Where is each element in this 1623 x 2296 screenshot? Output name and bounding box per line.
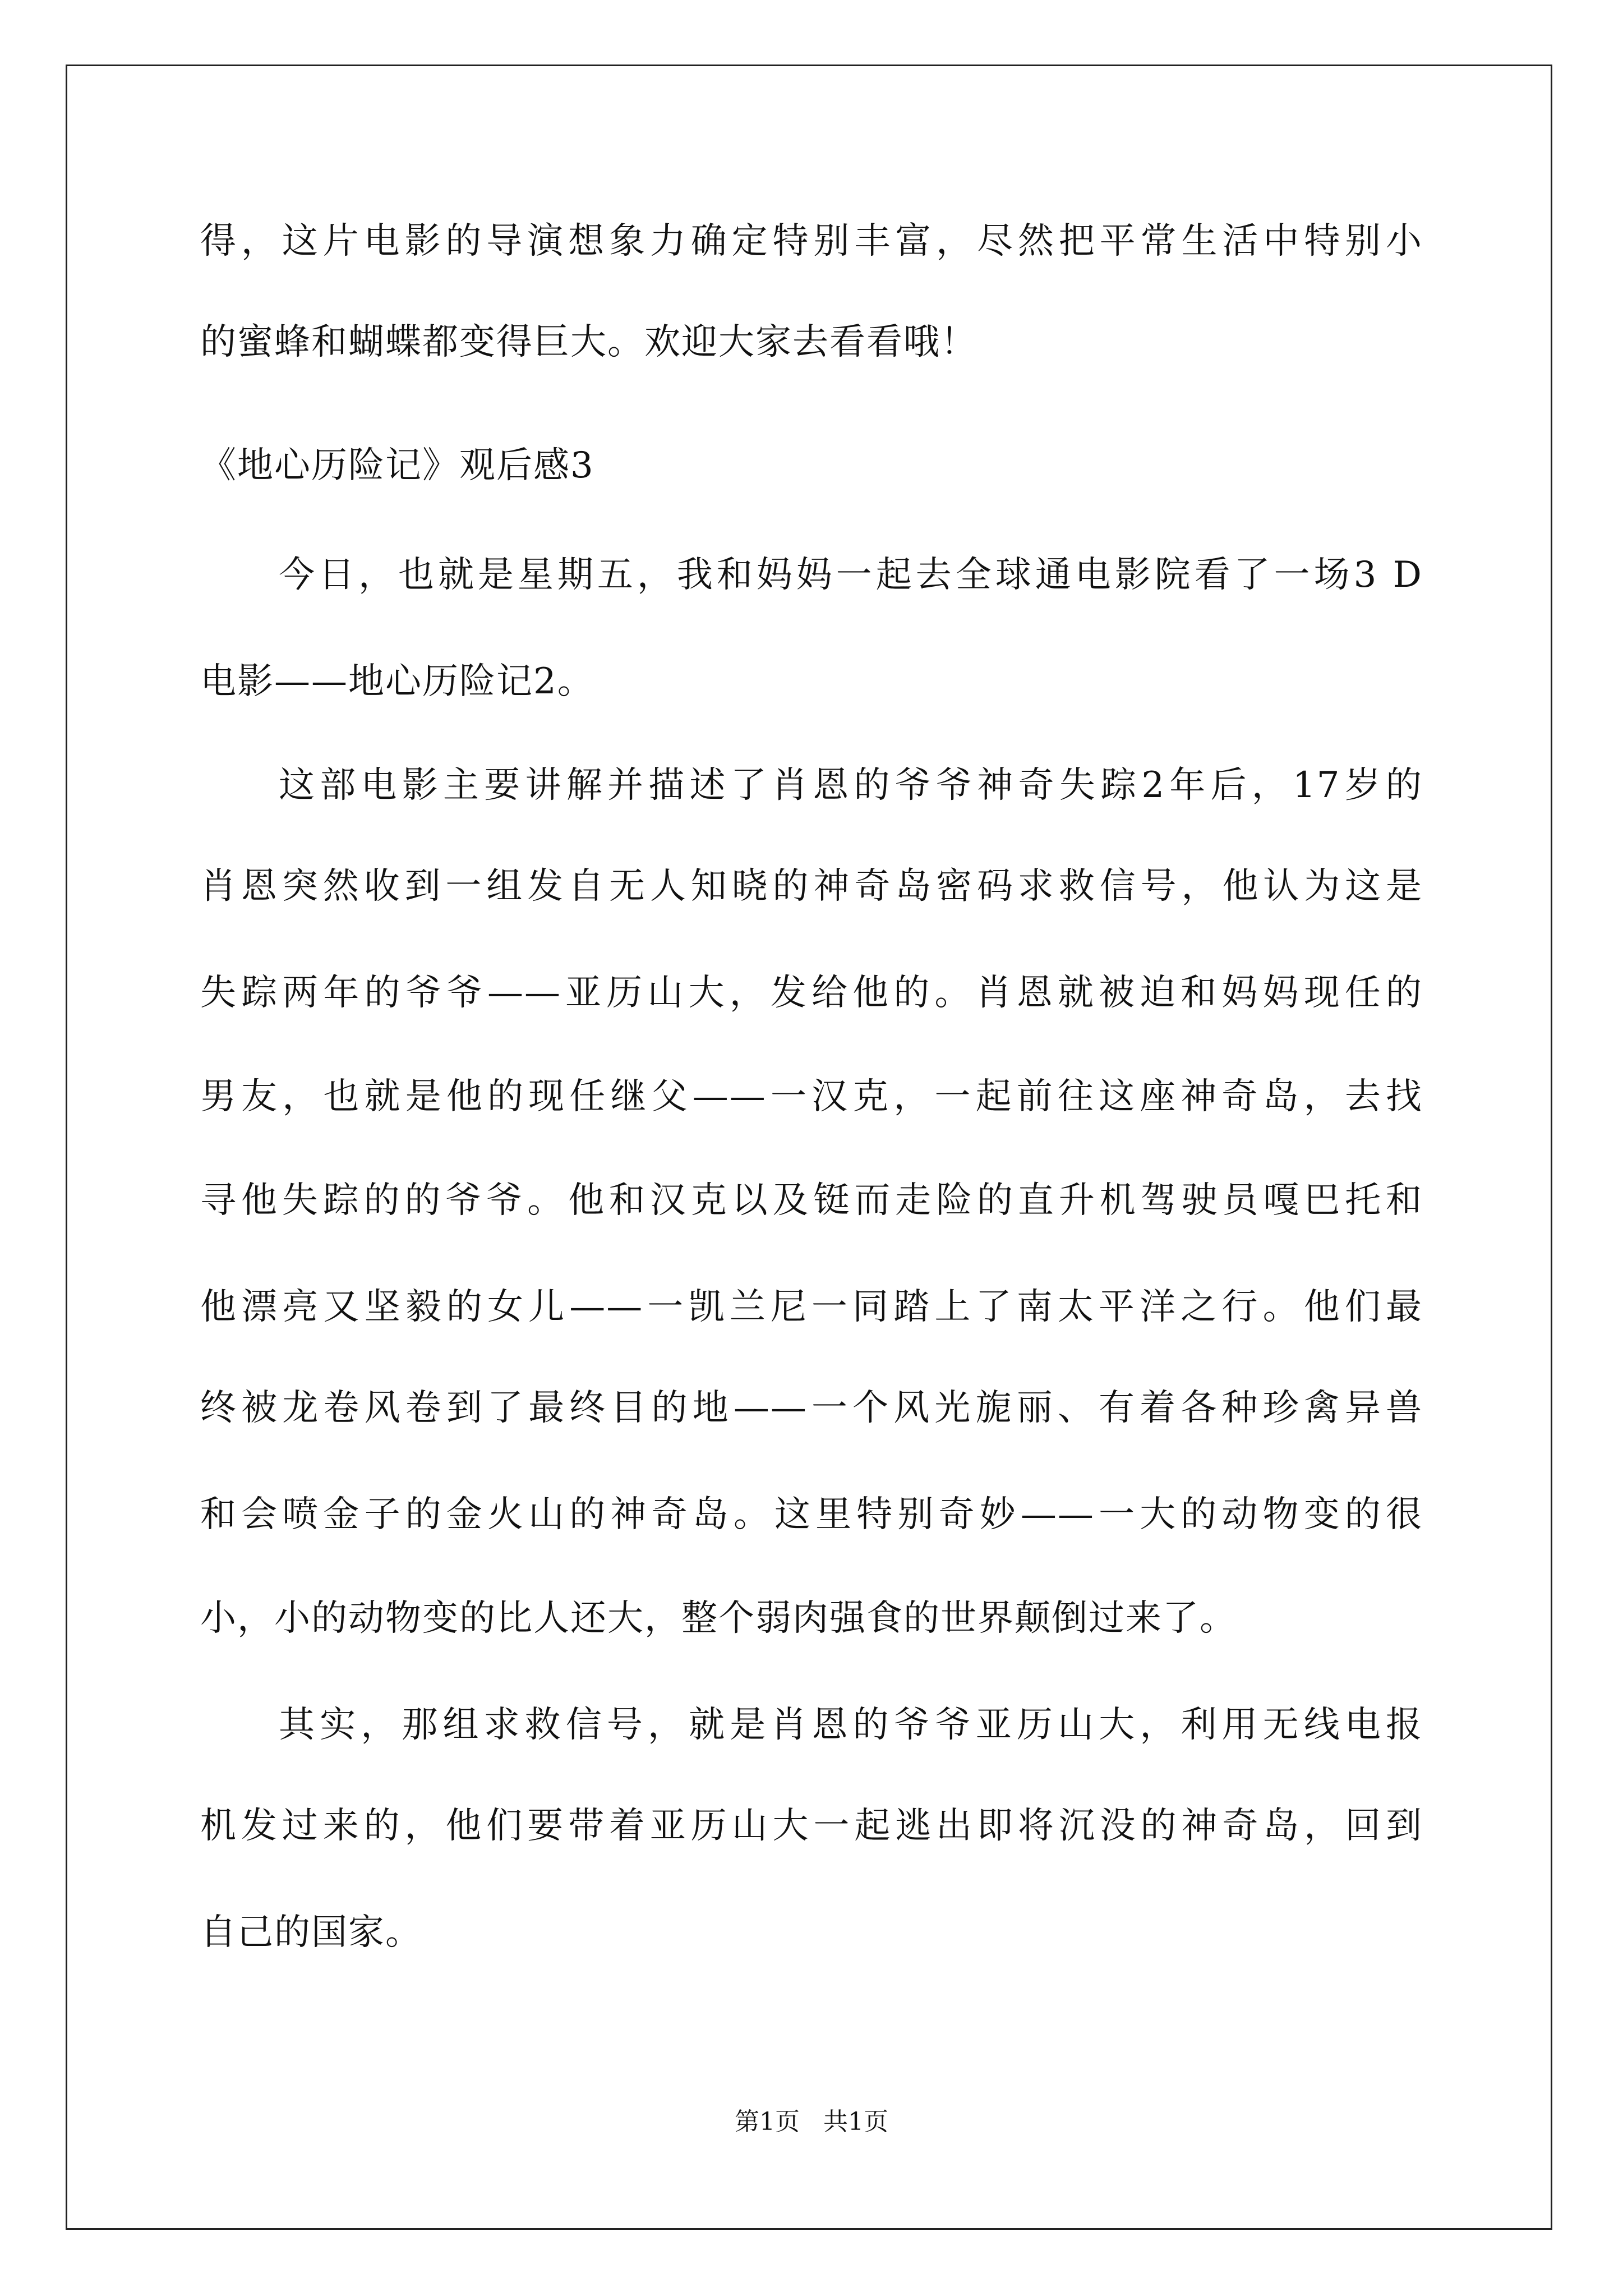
body-line-10: 他漂亮又坚毅的女儿——一凯兰尼一同踏上了南太平洋之行。他们最 [200,1286,1423,1328]
body-line-9: 寻他失踪的的爷爷。他和汉克以及铤而走险的直升机驾驶员嘎巴托和 [200,1180,1423,1221]
body-line-7: 失踪两年的爷爷——亚历山大，发给他的。肖恩就被迫和妈妈现任的 [200,972,1423,1014]
body-line-2: 的蜜蜂和蝴蝶都变得巨大。欢迎大家去看看哦！ [200,321,978,363]
page-footer [0,2106,1623,2138]
body-line-14: 其实，那组求救信号，就是肖恩的爷爷亚历山大，利用无线电报 [279,1704,1423,1746]
body-line-12: 和会喷金子的金火山的神奇岛。这里特别奇妙——一大的动物变的很 [200,1494,1423,1535]
body-line-16: 自己的国家。 [200,1912,422,1953]
body-line-6: 肖恩突然收到一组发自无人知晓的神奇岛密码求救信号，他认为这是 [200,866,1423,907]
page-number: 第1页 [735,2108,800,2136]
body-line-5: 这部电影主要讲解并描述了肖恩的爷爷神奇失踪2年后，17岁的 [279,765,1423,806]
body-line-11: 终被龙卷风卷到了最终目的地——一个风光旎丽、有着各种珍禽异兽 [200,1387,1423,1429]
section-title: 《地心历险记》观后感3 [200,445,594,486]
body-line-3: 今日，也就是星期五，我和妈妈一起去全球通电影院看了一场3 D [279,554,1423,596]
body-line-13: 小，小的动物变的比人还大，整个弱肉强食的世界颠倒过来了。 [200,1598,1237,1639]
body-line-8: 男友，也就是他的现任继父——一汉克，一起前往这座神奇岛，去找 [200,1076,1423,1117]
body-line-15: 机发过来的，他们要带着亚历山大一起逃出即将沉没的神奇岛，回到 [200,1805,1423,1847]
body-line-4: 电影——地心历险记2。 [200,661,594,702]
page-total: 共1页 [823,2108,888,2136]
body-line-1: 得，这片电影的导演想象力确定特别丰富，尽然把平常生活中特别小 [200,220,1423,262]
page-border [66,65,1552,2230]
